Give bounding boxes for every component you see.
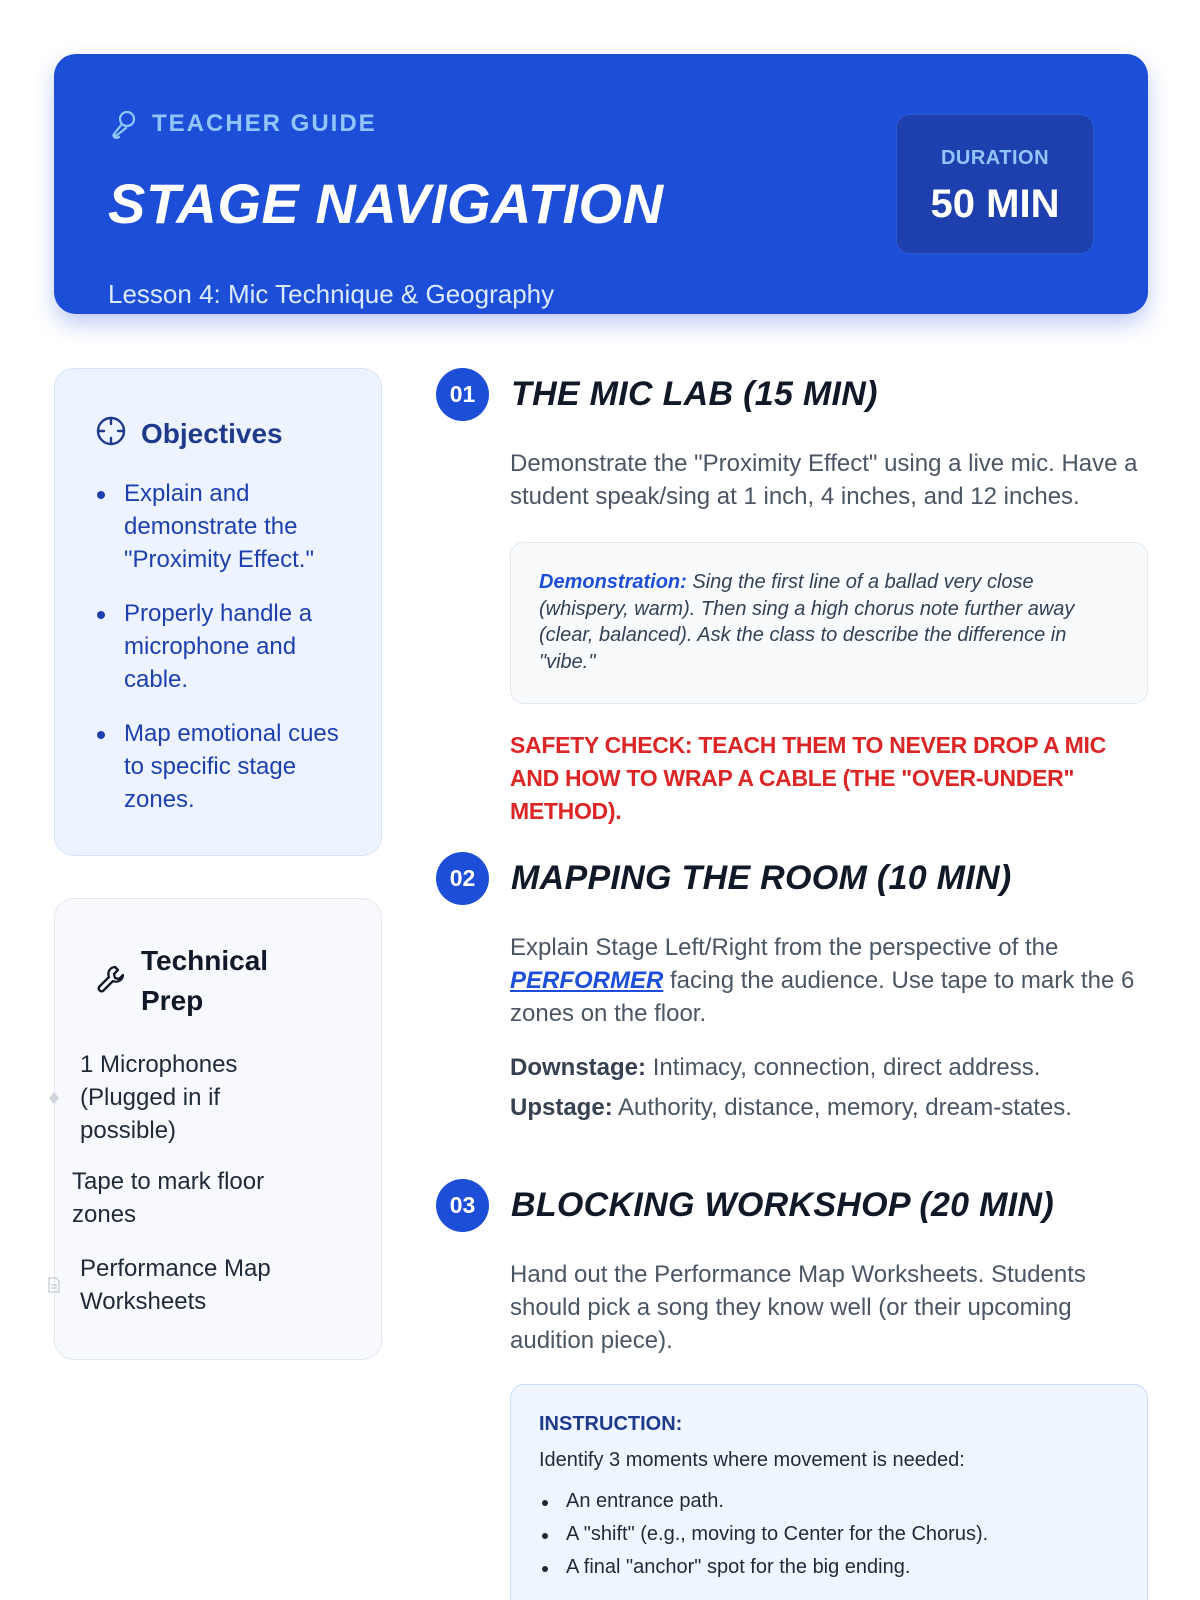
prep-item-label: Tape to mark floor zones [72, 1168, 265, 1228]
instruction-callout [510, 1384, 1148, 1600]
objectives-title: Objectives [141, 417, 283, 449]
header-banner [54, 54, 1148, 314]
objectives-header [95, 415, 283, 452]
section-title: BLOCKING WORKSHOP (20 MIN) [511, 1186, 1054, 1224]
demonstration-callout [510, 542, 1148, 704]
objective-item: Properly handle a microphone and cable. [97, 597, 347, 696]
body-text-before: Explain Stage Left/Right from the perspective of the [510, 934, 1059, 961]
prep-item-label: Performance Map Worksheets [80, 1255, 271, 1315]
safety-check: SAFETY CHECK: TEACH THEM TO NEVER DROP A MIC AND HOW TO WRAP A CABLE (THE "OVER-UNDER" METHOD). [510, 732, 1106, 824]
prep-title: Technical Prep [141, 945, 269, 1016]
duration-value: 50 MIN [930, 182, 1060, 226]
section-title: THE MIC LAB (15 MIN) [511, 375, 878, 413]
downstage-text: Intimacy, connection, direct address. [652, 1054, 1041, 1081]
section-number-badge: 03 [436, 1179, 489, 1232]
instruction-list [539, 1485, 988, 1584]
microphone-icon [110, 109, 138, 139]
section-body: Hand out the Performance Map Worksheets. Students should pick a song they know well (or their upcoming audition piece). [510, 1261, 1086, 1354]
instruction-item: An entrance path. [539, 1485, 988, 1518]
objective-item: Explain and demonstrate the "Proximity Effect." [97, 477, 347, 576]
demonstration-text: Sing the first line of a ballad very close (whispery, warm). Then sing a high chorus note further away (clear, balanced). Ask the class to describe the difference in "vibe." [539, 571, 1075, 673]
downstage-label: Downstage: [510, 1054, 647, 1081]
section-title: MAPPING THE ROOM (10 MIN) [511, 859, 1012, 897]
downstage-row [510, 1051, 1040, 1084]
wrench-icon [95, 963, 127, 1000]
page-title: STAGE NAVIGATION [108, 172, 664, 235]
eyebrow [110, 109, 377, 139]
prep-item-label: 1 Microphones (Plugged in if possible) [80, 1051, 238, 1144]
upstage-label: Upstage: [510, 1094, 613, 1121]
objective-item: Map emotional cues to specific stage zones. [97, 717, 347, 816]
document-icon [42, 1277, 66, 1293]
instruction-item: A final "anchor" spot for the big ending. [539, 1551, 988, 1584]
duration-badge [896, 114, 1094, 254]
section-number-badge: 01 [436, 368, 489, 421]
instruction-text: Identify 3 moments where movement is needed: [539, 1449, 965, 1471]
upstage-row [510, 1091, 1072, 1124]
prep-item-tape [72, 1165, 342, 1231]
duration-label: DURATION [940, 147, 1050, 169]
instruction-item: A "shift" (e.g., moving to Center for the Chorus). [539, 1518, 988, 1551]
section-number-badge: 02 [436, 852, 489, 905]
section-body [510, 931, 1150, 1030]
upstage-text: Authority, distance, memory, dream-states. [618, 1094, 1072, 1121]
eyebrow-label: TEACHER GUIDE [152, 110, 377, 137]
crosshair-icon [95, 415, 127, 452]
section-body: Demonstrate the "Proximity Effect" using a live mic. Have a student speak/sing at 1 inch, 4 inches, and 12 inches. [510, 450, 1138, 510]
page-subtitle: Lesson 4: Mic Technique & Geography [108, 279, 555, 309]
diamond-icon [42, 1091, 66, 1105]
objectives-list [97, 477, 347, 837]
prep-item-worksheets [42, 1252, 342, 1318]
body-text-after: facing the audience. Use tape to mark the 6 zones on the floor. [510, 967, 1135, 1027]
instruction-label: INSTRUCTION: [539, 1413, 683, 1435]
performer-link[interactable]: PERFORMER [510, 967, 664, 994]
prep-item-microphones [42, 1048, 342, 1147]
objectives-card [54, 368, 382, 856]
prep-header [95, 941, 291, 1021]
demonstration-label: Demonstration: [539, 571, 687, 593]
